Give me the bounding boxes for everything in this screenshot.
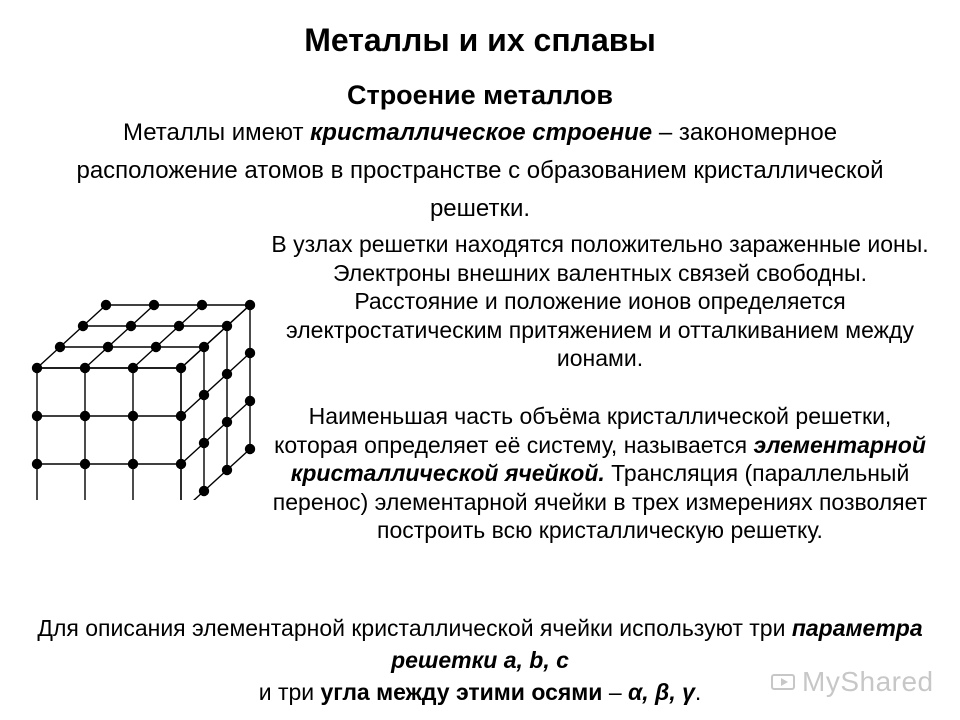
- lattice-bond: [181, 353, 250, 416]
- lattice-atom: [80, 459, 90, 469]
- lattice-atom: [176, 411, 186, 421]
- lattice-atom: [245, 348, 255, 358]
- lattice-atom: [222, 465, 232, 475]
- lattice-atom: [101, 300, 111, 310]
- watermark: [770, 662, 950, 702]
- lattice-nodes-paragraph: В узлах решетки находятся положительно зараженные ионы. Электроны внешних валентных связей свободны. Расстояние и положение ионов определяется электростатическим притяжением и отталкиванием между ионами.: [271, 231, 929, 372]
- lattice-atom: [176, 363, 186, 373]
- lattice-atom: [78, 321, 88, 331]
- lattice-atom: [176, 459, 186, 469]
- lattice-atom: [199, 438, 209, 448]
- parameters-emphasis: параметра решетки a, b, c: [391, 615, 923, 673]
- unit-cell-paragraph: [265, 402, 935, 545]
- lattice-atom: [222, 369, 232, 379]
- angles-emphasis: угла между этими осями: [320, 679, 603, 705]
- lattice-atom: [128, 363, 138, 373]
- lattice-atom: [245, 300, 255, 310]
- lattice-atom: [199, 390, 209, 400]
- lattice-bond: [181, 401, 250, 464]
- intro-emphasis: кристаллическое строение: [310, 119, 653, 146]
- watermark-text: MyShared: [802, 666, 934, 697]
- unit-cell-text-2: Трансляция (параллельный перенос) элементарной ячейки в трех измерениях позволяет построить всю кристаллическую решетку.: [272, 460, 928, 544]
- lattice-atom: [197, 300, 207, 310]
- lattice-atom: [126, 321, 136, 331]
- intro-text-1: Металлы имеют: [122, 119, 311, 146]
- section-subtitle: Строение металлов: [346, 80, 614, 110]
- intro-text-2: – закономерное расположение атомов в пространстве с образованием кристаллической решетки.: [76, 119, 884, 222]
- watermark-logo-icon: [770, 669, 796, 695]
- lattice-atom: [80, 411, 90, 421]
- angles-text-1: и три: [258, 679, 321, 705]
- lattice-atom: [80, 363, 90, 373]
- lattice-atom: [55, 342, 65, 352]
- lattice-atom: [128, 411, 138, 421]
- lattice-atom: [128, 459, 138, 469]
- parameters-text-1: Для описания элементарной кристаллической ячейки используют три: [37, 615, 792, 641]
- intro-paragraph: [40, 114, 920, 228]
- angles-period: .: [694, 679, 702, 705]
- lattice-atom: [32, 363, 42, 373]
- lattice-atom: [103, 342, 113, 352]
- crystal-lattice-figure: [20, 290, 270, 500]
- lattice-atom: [174, 321, 184, 331]
- unit-cell-text-1: Наименьшая часть объёма кристаллической решетки, которая определяет её систему, называется: [274, 403, 892, 458]
- page-title: Металлы и их сплавы: [304, 22, 656, 58]
- angles-symbols: α, β, γ: [628, 679, 695, 705]
- angles-dash: –: [602, 679, 629, 705]
- lattice-atom: [245, 444, 255, 454]
- lattice-atom: [32, 411, 42, 421]
- lattice-atom: [151, 342, 161, 352]
- lattice-bond: [181, 449, 250, 500]
- lattice-atom: [245, 396, 255, 406]
- unit-cell-emphasis: элементарной кристаллической ячейкой.: [290, 431, 926, 487]
- lattice-atom: [222, 321, 232, 331]
- lattice-atom: [32, 459, 42, 469]
- lattice-atom: [149, 300, 159, 310]
- lattice-atom: [222, 417, 232, 427]
- lattice-atom: [199, 486, 209, 496]
- lattice-atom: [199, 342, 209, 352]
